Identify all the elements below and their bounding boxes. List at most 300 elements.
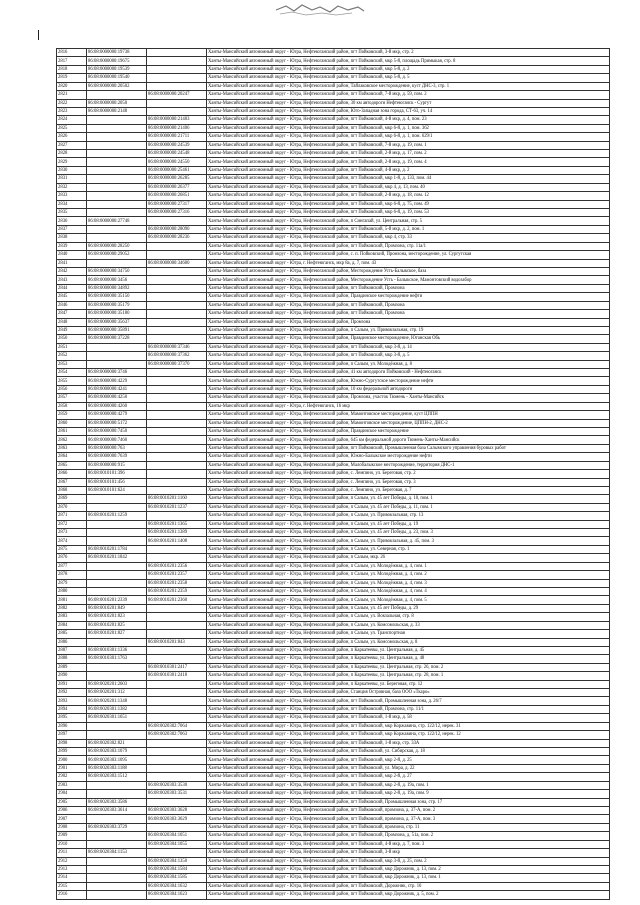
cadastral-number-cell: 86:08:0000000:19540 xyxy=(87,74,147,82)
cadastral-number-cell: 86:08:0000000:763 xyxy=(87,444,147,452)
cadastral-number-cell xyxy=(87,663,147,671)
cadastral-number-cell: 86:08:0010201:1842 xyxy=(87,554,147,562)
cadastral-number-cell xyxy=(87,588,147,596)
cadastral-number-cell: 86:08:0000000:34892 xyxy=(87,284,147,292)
cadastral-number-cell xyxy=(87,638,147,646)
unit-number-cell: 86:08:0010201:2359 xyxy=(147,588,207,596)
table-row xyxy=(57,99,610,107)
table-row xyxy=(57,604,610,612)
table-row xyxy=(57,461,610,469)
unit-number-cell xyxy=(147,318,207,326)
unit-number-cell: 86:08:0000000:21403 xyxy=(147,116,207,124)
table-row xyxy=(57,655,610,663)
row-number-cell: 2902 xyxy=(57,773,87,781)
table-row xyxy=(57,823,610,831)
address-cell: Ханты-Мансийский автономный округ - Югра, Нефтеюганский район, Правдинское месторождение xyxy=(207,427,610,435)
address-cell: Ханты-Мансийский автономный округ - Югра, Нефтеюганский район, п Салым, ул. Транспортная xyxy=(207,630,610,638)
row-number-cell: 2832 xyxy=(57,183,87,191)
row-number-cell: 2908 xyxy=(57,823,87,831)
row-number-cell: 2915 xyxy=(57,882,87,890)
unit-number-cell: 86:08:0000000:27316 xyxy=(147,209,207,217)
table-row xyxy=(57,267,610,275)
row-number-cell: 2914 xyxy=(57,874,87,882)
unit-number-cell: 86:08:0000000:27317 xyxy=(147,200,207,208)
address-cell: Ханты-Мансийский автономный округ - Югра, Нефтеюганский район, п Салым, ул. Вокзальная, стр. 8 xyxy=(207,613,610,621)
row-number-cell: 2830 xyxy=(57,166,87,174)
unit-number-cell: 86:08:0020304:1055 xyxy=(147,840,207,848)
table-row xyxy=(57,82,610,90)
address-cell: Ханты-Мансийский автономный округ - Югра, г. Нефтеюганск, 16 мкр xyxy=(207,402,610,410)
table-row xyxy=(57,865,610,873)
row-number-cell: 2899 xyxy=(57,748,87,756)
table-row xyxy=(57,705,610,713)
table-row xyxy=(57,579,610,587)
address-cell: Ханты-Мансийский автономный округ - Югра, Нефтеюганский район, пгт Пойковский, 2-й мкр, д. 19, пом. 4 xyxy=(207,158,610,166)
row-number-cell: 2824 xyxy=(57,116,87,124)
unit-number-cell xyxy=(147,756,207,764)
unit-number-cell: 86:08:0000000:20247 xyxy=(147,91,207,99)
cadastral-number-cell xyxy=(87,234,147,242)
row-number-cell: 2834 xyxy=(57,200,87,208)
cadastral-number-cell: 86:08:0020301:1651 xyxy=(87,714,147,722)
cadastral-number-cell: 86:08:0000000:19738 xyxy=(87,49,147,57)
row-number-cell: 2846 xyxy=(57,301,87,309)
cadastral-number-cell: 86:08:0000000:3456 xyxy=(87,276,147,284)
address-cell: Ханты-Мансийский автономный округ - Югра, Нефтеюганский район, Промзона xyxy=(207,318,610,326)
address-cell: Ханты-Мансийский автономный округ - Югра, Нефтеюганский район, Южно-Сургутское месторождение нефти xyxy=(207,377,610,385)
table-row xyxy=(57,495,610,503)
table-row xyxy=(57,503,610,511)
table-row xyxy=(57,781,610,789)
cadastral-number-cell: 86:08:0010201:1259 xyxy=(87,512,147,520)
row-number-cell: 2869 xyxy=(57,495,87,503)
table-row xyxy=(57,360,610,368)
address-cell: Ханты-Мансийский автономный округ - Югра, Нефтеюганский район, с. Лемпино, ул. Береговая, стр. 3 xyxy=(207,478,610,486)
cadastral-number-cell xyxy=(87,520,147,528)
row-number-cell: 2843 xyxy=(57,276,87,284)
address-cell: Ханты-Мансийский автономный округ - Югра, Нефтеюганский район, п Салым, ул. 45 лет Победы, д. 19 xyxy=(207,520,610,528)
table-row xyxy=(57,520,610,528)
row-number-cell: 2913 xyxy=(57,865,87,873)
address-cell: Ханты-Мансийский автономный округ - Югра, Нефтеюганский район, п Салым, ул. Молодёжная, д. 4, пом. 5 xyxy=(207,596,610,604)
address-cell: Ханты-Мансийский автономный округ - Югра, Нефтеюганский район, пгт Пойковский, промзона, д. 37-А, пом. 3 xyxy=(207,815,610,823)
cadastral-number-cell xyxy=(87,183,147,191)
address-cell: Ханты-Мансийский автономный округ - Югра, Нефтеюганский район, 30 км автодороги Нефтеюганск - Сургут xyxy=(207,99,610,107)
table-row xyxy=(57,891,610,900)
row-number-cell: 2870 xyxy=(57,503,87,511)
table-row xyxy=(57,806,610,814)
address-cell: Ханты-Мансийский автономный округ - Югра, Нефтеюганский район, пгт Пойковский, Промышленная база Салымского управления буровых работ xyxy=(207,444,610,452)
row-number-cell: 2882 xyxy=(57,604,87,612)
table-row xyxy=(57,486,610,494)
unit-number-cell xyxy=(147,335,207,343)
table-row xyxy=(57,790,610,798)
cadastral-number-cell: 86:08:0000000:4229 xyxy=(87,377,147,385)
table-row xyxy=(57,394,610,402)
row-number-cell: 2911 xyxy=(57,849,87,857)
unit-number-cell xyxy=(147,444,207,452)
row-number-cell: 2816 xyxy=(57,49,87,57)
cadastral-number-cell: 86:08:0020201:1348 xyxy=(87,697,147,705)
cadastral-number-cell: 86:08:0020303:1188 xyxy=(87,764,147,772)
table-row xyxy=(57,756,610,764)
unit-number-cell xyxy=(147,748,207,756)
cadastral-number-cell xyxy=(87,503,147,511)
row-number-cell: 2901 xyxy=(57,764,87,772)
row-number-cell: 2845 xyxy=(57,293,87,301)
table-row xyxy=(57,722,610,730)
unit-number-cell: 86:08:0000000:26851 xyxy=(147,192,207,200)
address-cell: Ханты-Мансийский автономный округ - Югра, Нефтеюганский район, Месторождение Усть - Балыкское, Мамонтовский водозабор xyxy=(207,276,610,284)
table-row xyxy=(57,630,610,638)
row-number-cell: 2860 xyxy=(57,419,87,427)
address-cell: Ханты-Мансийский автономный округ - Югра, Нефтеюганский район, п Салым, ул. Молодёжная, д. 4, пом. 3 xyxy=(207,579,610,587)
address-cell: Ханты-Мансийский автономный округ - Югра, Нефтеюганский район, п Салым, ул. Привокзальная, стр. 19 xyxy=(207,326,610,334)
unit-number-cell xyxy=(147,697,207,705)
row-number-cell: 2822 xyxy=(57,99,87,107)
table-row xyxy=(57,293,610,301)
unit-number-cell xyxy=(147,107,207,115)
table-row xyxy=(57,596,610,604)
row-number-cell: 2889 xyxy=(57,663,87,671)
table-row xyxy=(57,385,610,393)
address-cell: Ханты-Мансийский автономный округ - Югра, Нефтеюганский район, п Каркатеевы, ул. Береговая, стр. 12 xyxy=(207,680,610,688)
unit-number-cell xyxy=(147,385,207,393)
cadastral-number-cell: 86:08:0010201:849 xyxy=(87,604,147,612)
unit-number-cell xyxy=(147,798,207,806)
address-cell: Ханты-Мансийский автономный округ - Югра, Нефтеюганский район, п Салым, ул. 45 лет Победы, д. 11, пом. 1 xyxy=(207,503,610,511)
address-cell: Ханты-Мансийский автономный округ - Югра, Нефтеюганский район, пгт Пойковский, 5-й мкр, д. 2, пом. 1 xyxy=(207,225,610,233)
unit-number-cell: 86:08:0000000:24548 xyxy=(147,150,207,158)
cadastral-number-cell xyxy=(87,857,147,865)
cadastral-number-cell: 86:08:0000000:35150 xyxy=(87,293,147,301)
address-cell: Ханты-Мансийский автономный округ - Югра, Нефтеюганский район, п Салым, мкр. 26 xyxy=(207,554,610,562)
row-number-cell: 2872 xyxy=(57,520,87,528)
table-row xyxy=(57,478,610,486)
row-number-cell: 2885 xyxy=(57,630,87,638)
unit-number-cell xyxy=(147,369,207,377)
row-number-cell: 2850 xyxy=(57,335,87,343)
row-number-cell: 2839 xyxy=(57,242,87,250)
cadastral-number-cell xyxy=(87,562,147,570)
row-number-cell: 2891 xyxy=(57,680,87,688)
row-number-cell: 2871 xyxy=(57,512,87,520)
unit-number-cell: 86:08:0000000:24539 xyxy=(147,141,207,149)
table-row xyxy=(57,621,610,629)
row-number-cell: 2857 xyxy=(57,394,87,402)
margin-mark xyxy=(38,30,39,40)
table-row xyxy=(57,49,610,57)
unit-number-cell xyxy=(147,251,207,259)
unit-number-cell: 86:08:0010201:1160 xyxy=(147,495,207,503)
row-number-cell: 2823 xyxy=(57,107,87,115)
unit-number-cell: 86:08:0000000:21406 xyxy=(147,124,207,132)
unit-number-cell: 86:08:0010201:2356 xyxy=(147,562,207,570)
row-number-cell: 2818 xyxy=(57,65,87,73)
row-number-cell: 2852 xyxy=(57,352,87,360)
cadastral-number-cell: 86:08:0000000:4260 xyxy=(87,402,147,410)
row-number-cell: 2844 xyxy=(57,284,87,292)
unit-number-cell xyxy=(147,613,207,621)
unit-number-cell xyxy=(147,486,207,494)
table-row xyxy=(57,453,610,461)
address-cell: Ханты-Мансийский автономный округ - Югра, Нефтеюганский район, пгт Пойковский, мкр 2-й, д. 19а, пом. 1 xyxy=(207,781,610,789)
table-row xyxy=(57,571,610,579)
cadastral-number-cell xyxy=(87,150,147,158)
table-row xyxy=(57,402,610,410)
row-number-cell: 2880 xyxy=(57,588,87,596)
row-number-cell: 2833 xyxy=(57,192,87,200)
cadastral-number-cell xyxy=(87,116,147,124)
unit-number-cell xyxy=(147,267,207,275)
address-cell: Ханты-Мансийский автономный округ - Югра, Нефтеюганский район, пгт Пойковский, мкр Дорожник, д. 13, пом. 2 xyxy=(207,865,610,873)
unit-number-cell: 86:08:0000000:21711 xyxy=(147,133,207,141)
table-row xyxy=(57,141,610,149)
row-number-cell: 2898 xyxy=(57,739,87,747)
unit-number-cell xyxy=(147,284,207,292)
cadastral-number-cell: 86:08:0020303:3586 xyxy=(87,798,147,806)
unit-number-cell xyxy=(147,326,207,334)
address-cell: Ханты-Мансийский автономный округ - Югра, Нефтеюганский район, п Каркатеевы, ул. Центральная, д. 48 xyxy=(207,655,610,663)
cadastral-number-cell: 86:08:0010301:1763 xyxy=(87,655,147,663)
address-cell: Ханты-Мансийский автономный округ - Югра, Нефтеюганский район, Промзона, участок Тюмень - Ханты-Мансийск xyxy=(207,394,610,402)
address-cell: Ханты-Мансийский автономный округ - Югра, Нефтеюганский район, пгт Пойковский, 3-й мкр, стр. 2 xyxy=(207,49,610,57)
cadastral-number-cell: 86:08:0020303:1095 xyxy=(87,756,147,764)
cadastral-number-cell: 86:08:0020303:3729 xyxy=(87,823,147,831)
address-cell: Ханты-Мансийский автономный округ - Югра, Нефтеюганский район, Месторождение Усть-Балыкское, база xyxy=(207,267,610,275)
cadastral-number-cell: 86:08:0000000:35637 xyxy=(87,318,147,326)
address-cell: Ханты-Мансийский автономный округ - Югра, Нефтеюганский район, п Салым, ул. 45 лет Победы, д. 10, пом. 1 xyxy=(207,495,610,503)
row-number-cell: 2875 xyxy=(57,545,87,553)
cadastral-number-cell: 86:08:0000000:35891 xyxy=(87,326,147,334)
cadastral-number-cell: 86:08:0000000:27748 xyxy=(87,217,147,225)
cadastral-number-cell: 86:08:0000000:28250 xyxy=(87,242,147,250)
row-number-cell: 2849 xyxy=(57,326,87,334)
address-cell: Ханты-Мансийский автономный округ - Югра, Нефтеюганский район, Мамонтовское месторождение, куст ЦППН xyxy=(207,411,610,419)
address-cell: Ханты-Мансийский автономный округ - Югра, Нефтеюганский район, пгт Пойковский, Промзона, стр. 11а/1 xyxy=(207,242,610,250)
unit-number-cell: 86:08:0020304:1584 xyxy=(147,865,207,873)
unit-number-cell xyxy=(147,714,207,722)
unit-number-cell xyxy=(147,823,207,831)
address-cell: Ханты-Мансийский автономный округ - Югра, Нефтеюганский район, Юго-Западная зона города, СТ-63, уч. 14 xyxy=(207,107,610,115)
unit-number-cell xyxy=(147,739,207,747)
unit-number-cell xyxy=(147,242,207,250)
unit-number-cell xyxy=(147,217,207,225)
row-number-cell: 2837 xyxy=(57,225,87,233)
unit-number-cell xyxy=(147,57,207,65)
cadastral-number-cell xyxy=(87,815,147,823)
table-row xyxy=(57,815,610,823)
table-row xyxy=(57,242,610,250)
cadastral-number-cell: 86:08:0010201:823 xyxy=(87,613,147,621)
row-number-cell: 2861 xyxy=(57,427,87,435)
table-row xyxy=(57,284,610,292)
cadastral-number-cell: 86:08:0000000:20502 xyxy=(87,82,147,90)
table-row xyxy=(57,613,610,621)
address-cell: Ханты-Мансийский автономный округ - Югра, г. Нефтеюганск, мкр 8а, д. 7, пом. 43 xyxy=(207,259,610,267)
row-number-cell: 2817 xyxy=(57,57,87,65)
unit-number-cell xyxy=(147,453,207,461)
address-cell: Ханты-Мансийский автономный округ - Югра, Нефтеюганский район, 10 км федеральной автодороги xyxy=(207,385,610,393)
address-cell: Ханты-Мансийский автономный округ - Югра, Нефтеюганский район, 645 км федеральной дороги Тюмень-Ханты-Мансийск xyxy=(207,436,610,444)
row-number-cell: 2916 xyxy=(57,891,87,900)
address-cell: Ханты-Мансийский автономный округ - Югра, Нефтеюганский район, пгт Пойковский, мкр 3-й, д. 14 xyxy=(207,343,610,351)
address-cell: Ханты-Мансийский автономный округ - Югра, Нефтеюганский район, с. Лемпино, ул. Береговая, д. 7 xyxy=(207,486,610,494)
unit-number-cell xyxy=(147,99,207,107)
cadastral-number-cell xyxy=(87,874,147,882)
table-row xyxy=(57,91,610,99)
unit-number-cell: 86:08:0020303:3628 xyxy=(147,806,207,814)
row-number-cell: 2886 xyxy=(57,638,87,646)
unit-number-cell xyxy=(147,436,207,444)
address-cell: Ханты-Мансийский автономный округ - Югра, Нефтеюганский район, Тайлаковское месторождение, куст ДНС-3, стр. 1 xyxy=(207,82,610,90)
table-row xyxy=(57,764,610,772)
address-cell: Ханты-Мансийский автономный округ - Югра, Нефтеюганский район, п Салым, ул. Привокзальная, д. 45, пом. 3 xyxy=(207,537,610,545)
table-row xyxy=(57,529,610,537)
cadastral-number-cell xyxy=(87,840,147,848)
unit-number-cell xyxy=(147,74,207,82)
unit-number-cell xyxy=(147,293,207,301)
row-number-cell: 2868 xyxy=(57,486,87,494)
row-number-cell: 2828 xyxy=(57,150,87,158)
address-cell: Ханты-Мансийский автономный округ - Югра, Нефтеюганский район, с. Лемпино, ул. Береговая, стр. 2 xyxy=(207,470,610,478)
row-number-cell: 2893 xyxy=(57,697,87,705)
table-row xyxy=(57,680,610,688)
table-row xyxy=(57,192,610,200)
row-number-cell: 2821 xyxy=(57,91,87,99)
table-row xyxy=(57,537,610,545)
cadastral-number-cell: 86:08:0000000:7460 xyxy=(87,436,147,444)
cadastral-number-cell: 86:08:0000000:37228 xyxy=(87,335,147,343)
address-cell: Ханты-Мансийский автономный округ - Югра, Нефтеюганский район, пгт Пойковский, Промзона, д. 51а, пом. 2 xyxy=(207,832,610,840)
table-row xyxy=(57,739,610,747)
address-cell: Ханты-Мансийский автономный округ - Югра, Нефтеюганский район, п Салым, ул. Молодёжная, д. 4, пом. 1 xyxy=(207,562,610,570)
table-row xyxy=(57,714,610,722)
cadastral-number-cell: 86:08:0000000:7450 xyxy=(87,427,147,435)
row-number-cell: 2836 xyxy=(57,217,87,225)
row-number-cell: 2851 xyxy=(57,343,87,351)
cadastral-number-cell: 86:08:0020303:3614 xyxy=(87,806,147,814)
table-row xyxy=(57,150,610,158)
row-number-cell: 2866 xyxy=(57,470,87,478)
row-number-cell: 2887 xyxy=(57,646,87,654)
cadastral-number-cell: 86:08:0000000:35180 xyxy=(87,310,147,318)
address-cell: Ханты-Мансийский автономный округ - Югра, Нефтеюганский район, п Салым, ул. Привокзальная, стр. 13 xyxy=(207,512,610,520)
cadastral-number-cell: 86:08:0010201:825 xyxy=(87,621,147,629)
address-cell: Ханты-Мансийский автономный округ - Югра, Нефтеюганский район, пгт Пойковский, мкр 5-й, д. 2 xyxy=(207,65,610,73)
table-row xyxy=(57,57,610,65)
table-row xyxy=(57,74,610,82)
unit-number-cell xyxy=(147,419,207,427)
unit-number-cell: 86:08:0020303:3530 xyxy=(147,781,207,789)
unit-number-cell xyxy=(147,764,207,772)
address-cell: Ханты-Мансийский автономный округ - Югра, Нефтеюганский район, пгт Пойковский, 2-й мкр, д. 17, пом. 2 xyxy=(207,150,610,158)
register-table xyxy=(56,48,610,900)
cadastral-number-cell xyxy=(87,352,147,360)
row-number-cell: 2862 xyxy=(57,436,87,444)
cadastral-number-cell xyxy=(87,166,147,174)
unit-number-cell: 86:08:0020304:1350 xyxy=(147,857,207,865)
cadastral-number-cell xyxy=(87,124,147,132)
table-row xyxy=(57,107,610,115)
address-cell: Ханты-Мансийский автономный округ - Югра, Нефтеюганский район, пгт Пойковский, Промышленная зона, д. 26/7 xyxy=(207,697,610,705)
row-number-cell: 2888 xyxy=(57,655,87,663)
row-number-cell: 2842 xyxy=(57,267,87,275)
table-row xyxy=(57,166,610,174)
table-row xyxy=(57,124,610,132)
cadastral-number-cell: 86:08:0020201:2603 xyxy=(87,680,147,688)
cadastral-number-cell: 86:08:0020303:1079 xyxy=(87,748,147,756)
row-number-cell: 2841 xyxy=(57,259,87,267)
unit-number-cell: 86:08:0020303:3531 xyxy=(147,790,207,798)
unit-number-cell: 86:08:0010301:2418 xyxy=(147,672,207,680)
cadastral-number-cell: 86:08:0000000:4241 xyxy=(87,385,147,393)
table-row xyxy=(57,183,610,191)
cadastral-number-cell xyxy=(87,360,147,368)
unit-number-cell: 86:08:0010301:2417 xyxy=(147,663,207,671)
cadastral-number-cell: 86:08:0010301:1336 xyxy=(87,646,147,654)
cadastral-number-cell: 86:08:0020302:821 xyxy=(87,739,147,747)
cadastral-number-cell: 86:08:0000000:7639 xyxy=(87,453,147,461)
table-row xyxy=(57,326,610,334)
unit-number-cell xyxy=(147,478,207,486)
address-cell: Ханты-Мансийский автономный округ - Югра, Нефтеюганский район, пгт Пойковский, мкр Дорожник, д. 5, пом. 2 xyxy=(207,891,610,900)
cadastral-number-cell xyxy=(87,192,147,200)
table-row xyxy=(57,175,610,183)
cadastral-number-cell: 86:08:0020301:1382 xyxy=(87,705,147,713)
unit-number-cell: 86:08:0000000:26285 xyxy=(147,175,207,183)
unit-number-cell xyxy=(147,630,207,638)
cadastral-number-cell xyxy=(87,91,147,99)
table-row xyxy=(57,748,610,756)
table-row xyxy=(57,672,610,680)
cadastral-number-cell: 86:08:0010101:396 xyxy=(87,470,147,478)
cadastral-number-cell: 86:08:0000000:2148 xyxy=(87,107,147,115)
cadastral-number-cell: 86:08:0000000:3746 xyxy=(87,369,147,377)
unit-number-cell xyxy=(147,301,207,309)
table-row xyxy=(57,310,610,318)
cadastral-number-cell: 86:08:0010201:827 xyxy=(87,630,147,638)
unit-number-cell xyxy=(147,427,207,435)
cadastral-number-cell: 86:08:0000000:5172 xyxy=(87,419,147,427)
table-row xyxy=(57,638,610,646)
unit-number-cell xyxy=(147,773,207,781)
address-cell: Ханты-Мансийский автономный округ - Югра, Нефтеюганский район, пгт Пойковский, мкр 6-й, д. 75, пом. 49 xyxy=(207,200,610,208)
row-number-cell: 2877 xyxy=(57,562,87,570)
table-row xyxy=(57,225,610,233)
address-cell: Ханты-Мансийский автономный округ - Югра, Нефтеюганский район, пгт Пойковский, мкр 5-й, площадь Примыкая, стр. 8 xyxy=(207,57,610,65)
address-cell: Ханты-Мансийский автономный округ - Югра, Нефтеюганский район, пгт Пойковский, мкр 1-й, д. 133, пом. 44 xyxy=(207,175,610,183)
row-number-cell: 2859 xyxy=(57,411,87,419)
table-row xyxy=(57,343,610,351)
table-row xyxy=(57,234,610,242)
table-row xyxy=(57,301,610,309)
cadastral-number-cell xyxy=(87,200,147,208)
register-table-body xyxy=(57,49,610,900)
table-row xyxy=(57,251,610,259)
unit-number-cell xyxy=(147,310,207,318)
cadastral-number-cell: 86:08:0000000:4279 xyxy=(87,411,147,419)
address-cell: Ханты-Мансийский автономный округ - Югра, Нефтеюганский район, п Салым, ул. Комсомольская, д. 8 xyxy=(207,638,610,646)
unit-number-cell: 86:08:0000000:37370 xyxy=(147,360,207,368)
unit-number-cell: 86:08:0020302:7063 xyxy=(147,731,207,739)
unit-number-cell: 86:08:0000000:28236 xyxy=(147,234,207,242)
unit-number-cell xyxy=(147,545,207,553)
row-number-cell: 2912 xyxy=(57,857,87,865)
row-number-cell: 2874 xyxy=(57,537,87,545)
unit-number-cell: 86:08:0020304:1585 xyxy=(147,874,207,882)
unit-number-cell: 86:08:0000000:26377 xyxy=(147,183,207,191)
